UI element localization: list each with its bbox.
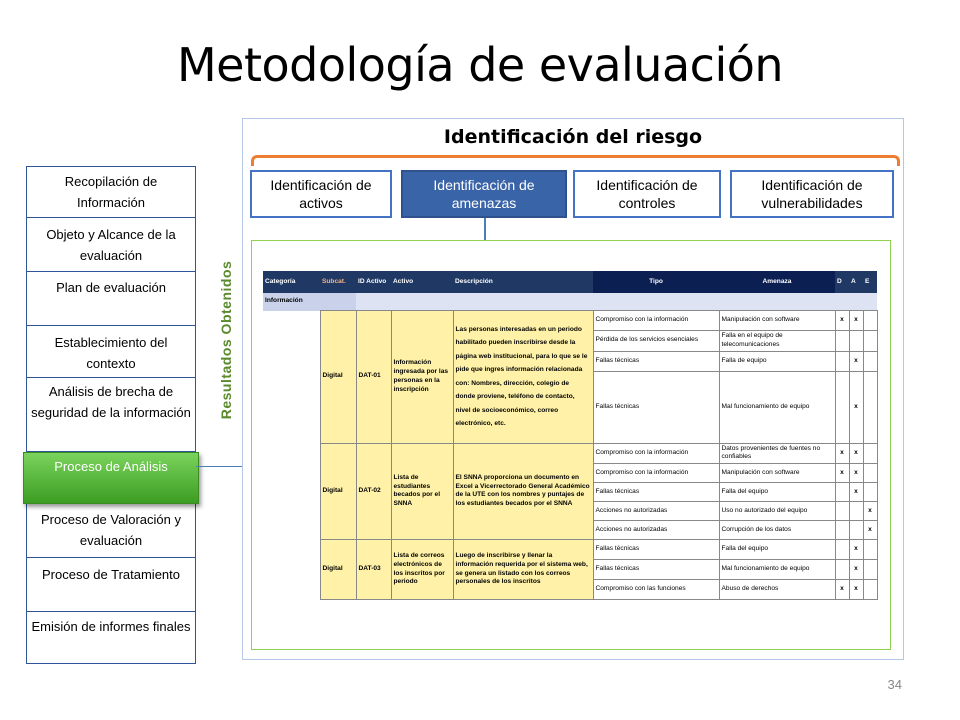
cell-activo: Información ingresada por las personas en la inscripción: [391, 311, 453, 444]
step-tratamiento: Proceso de Tratamiento: [26, 558, 196, 612]
cell-a: x: [849, 464, 863, 483]
cell-tipo: Fallas técnicas: [593, 540, 719, 560]
cell-activo: Lista de estudiantes becados por el SNNA: [391, 443, 453, 540]
cell-tipo: Pérdida de los servicios esenciales: [593, 331, 719, 352]
cell-tipo: Acciones no autorizadas: [593, 502, 719, 521]
step-valoracion: Proceso de Valoración y evaluación: [26, 504, 196, 558]
process-steps: [26, 166, 196, 664]
cell-e: [863, 560, 877, 580]
cell-amenaza: Falla en el equipo de telecomunicaciones: [719, 331, 835, 352]
cell-descripcion: Luego de inscribirse y llenar la información requerida por el sistema web, se genera un listado con los correos personales de los inscritos: [453, 540, 593, 600]
cell-tipo: Compromiso con la información: [593, 443, 719, 464]
cell-e: x: [863, 502, 877, 521]
cell-tipo: Compromiso con las funciones: [593, 580, 719, 600]
orange-bracket: [251, 155, 900, 166]
col-header: Tipo: [593, 271, 719, 293]
resultados-label: Resultados Obtenidos: [218, 260, 234, 420]
cell-a: x: [849, 351, 863, 371]
cell-d: [835, 371, 849, 443]
tab-activos: Identificación de activos: [250, 170, 392, 218]
cell-a: [849, 502, 863, 521]
cell-d: x: [835, 580, 849, 600]
col-header: E: [863, 271, 877, 293]
cell-d: [835, 560, 849, 580]
cell-a: [849, 521, 863, 540]
group-label: Información: [263, 293, 356, 311]
cell-e: x: [863, 521, 877, 540]
col-header: Subcat.: [320, 271, 356, 293]
cell-d: [835, 540, 849, 560]
cell-a: [849, 331, 863, 352]
slide-title: Metodología de evaluación: [176, 38, 784, 92]
panel-title: Identificación del riesgo: [443, 126, 703, 148]
col-header: Amenaza: [719, 271, 835, 293]
col-header: D: [835, 271, 849, 293]
page-number: 34: [887, 677, 902, 692]
step-contexto: Establecimiento del contexto: [26, 326, 196, 378]
cell-categoria: Digital: [320, 311, 356, 444]
connector-line: [196, 466, 242, 467]
cell-amenaza: Mal funcionamiento de equipo: [719, 371, 835, 443]
cell-id: DAT-02: [356, 443, 391, 540]
step-recopilacion: Recopilación de Información: [26, 166, 196, 218]
cell-tipo: Fallas técnicas: [593, 351, 719, 371]
col-header: ID Activo: [356, 271, 391, 293]
cell-e: [863, 331, 877, 352]
cell-amenaza: Falla del equipo: [719, 540, 835, 560]
cell-a: x: [849, 540, 863, 560]
cell-id: DAT-03: [356, 540, 391, 600]
table-header-row: [263, 271, 877, 293]
cell-a: x: [849, 560, 863, 580]
cell-e: [863, 311, 877, 331]
col-header: Categoría: [263, 271, 320, 293]
col-header: A: [849, 271, 863, 293]
tab-controles: Identificación de controles: [573, 170, 721, 218]
cell-tipo: Compromiso con la información: [593, 311, 719, 331]
cell-a: x: [849, 443, 863, 464]
cell-d: [835, 351, 849, 371]
cell-amenaza: Falla del equipo: [719, 483, 835, 502]
cell-d: [835, 331, 849, 352]
tab-vulnerabilidades: Identificación de vulnerabilidades: [730, 170, 894, 218]
cell-d: [835, 502, 849, 521]
cell-e: [863, 443, 877, 464]
cell-amenaza: Uso no autorizado del equipo: [719, 502, 835, 521]
cell-tipo: Compromiso con la información: [593, 464, 719, 483]
cell-amenaza: Manipulación con software: [719, 311, 835, 331]
cell-d: x: [835, 464, 849, 483]
tab-connector-line: [484, 218, 486, 240]
step-objeto-alcance: Objeto y Alcance de la evaluación: [26, 218, 196, 272]
cell-e: [863, 540, 877, 560]
col-header: Descripción: [453, 271, 593, 293]
cell-a: x: [849, 371, 863, 443]
cell-amenaza: Mal funcionamiento de equipo: [719, 560, 835, 580]
cell-e: [863, 371, 877, 443]
group-row: [263, 293, 877, 311]
cell-tipo: Fallas técnicas: [593, 483, 719, 502]
cell-d: [835, 483, 849, 502]
step-informes: Emisión de informes finales: [26, 612, 196, 664]
step-plan: Plan de evaluación: [26, 272, 196, 326]
cell-e: [863, 483, 877, 502]
step-analisis-brecha: Análisis de brecha de seguridad de la información: [26, 378, 196, 452]
cell-categoria: Digital: [320, 443, 356, 540]
cell-categoria: Digital: [320, 540, 356, 600]
cell-descripcion: Las personas interesadas en un periodo habilitado pueden inscribirse desde la página web institucional, para lo que se le pide que ingres información relacionada con: Nombres, dirección, colegio de donde proviene, teléfono de contacto, nivel de socioeconómico, correo electrónico, etc.: [453, 311, 593, 444]
cell-e: [863, 464, 877, 483]
cell-amenaza: Falla de equipo: [719, 351, 835, 371]
cell-tipo: Fallas técnicas: [593, 371, 719, 443]
cell-a: x: [849, 483, 863, 502]
cell-amenaza: Corrupción de los datos: [719, 521, 835, 540]
cell-descripcion: El SNNA proporciona un documento en Excel a Vicerrectorado General Académico de la UTE con los nombres y puntajes de los estudiantes becados por el SNNA: [453, 443, 593, 540]
cell-a: x: [849, 580, 863, 600]
cell-d: x: [835, 443, 849, 464]
col-header: Activo: [391, 271, 453, 293]
tab-amenazas: Identificación de amenazas: [401, 170, 567, 218]
cell-amenaza: Abuso de derechos: [719, 580, 835, 600]
cell-amenaza: Datos provenientes de fuentes no confiables: [719, 443, 835, 464]
cell-id: DAT-01: [356, 311, 391, 444]
cell-d: [835, 521, 849, 540]
cell-e: [863, 351, 877, 371]
cell-a: x: [849, 311, 863, 331]
cell-tipo: Acciones no autorizadas: [593, 521, 719, 540]
threats-table: [263, 271, 877, 600]
cell-tipo: Fallas técnicas: [593, 560, 719, 580]
cell-amenaza: Manipulación con software: [719, 464, 835, 483]
step-proceso-analisis: Proceso de Análisis: [23, 452, 199, 504]
table-row: [263, 443, 877, 464]
cell-activo: Lista de correos electrónicos de los inscritos por periodo: [391, 540, 453, 600]
table-row: [263, 311, 877, 331]
cell-d: x: [835, 311, 849, 331]
cell-e: [863, 580, 877, 600]
table-row: [263, 540, 877, 560]
